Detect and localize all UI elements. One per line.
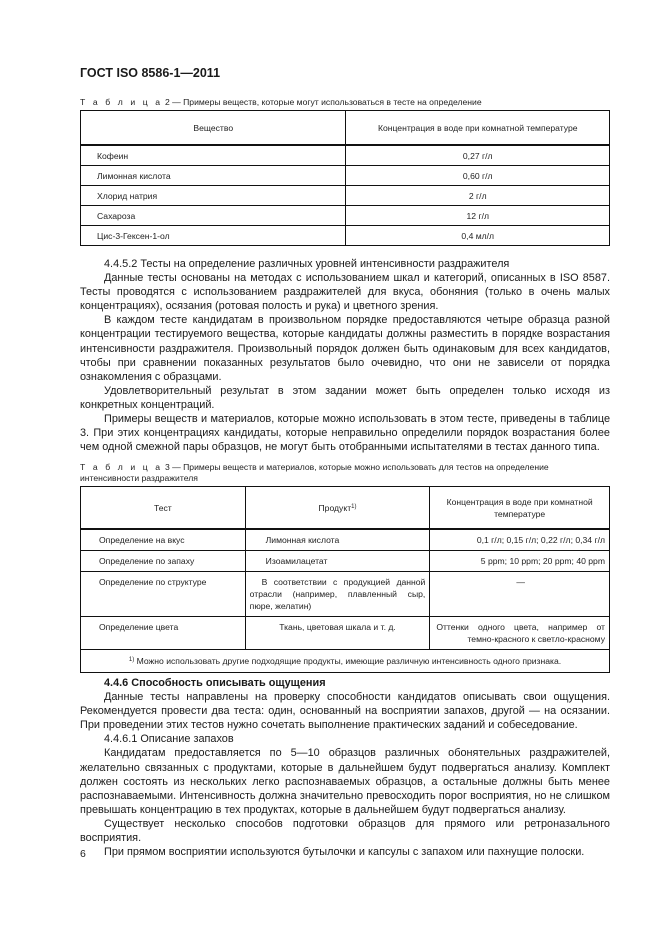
table-row	[81, 166, 610, 186]
section-4452-heading: 4.4.5.2 Тесты на определение различных уровней интенсивности раздражителя	[104, 258, 510, 270]
table3-cell-test: Определение цвета	[81, 617, 246, 650]
table3-footnote-row	[81, 650, 610, 673]
table3-cell-product: Ткань, цветовая шкала и т. д.	[245, 617, 430, 650]
section-446	[80, 676, 610, 859]
table-row	[81, 226, 610, 246]
table3-footnote: $^{1)}$ Можно использовать другие подходящие продукты, имеющие различную интенсивность одного признака.	[81, 650, 610, 673]
table2-caption-prefix: Т а б л и ц а	[80, 97, 163, 107]
table3-cell-concentration: 0,1 г/л; 0,15 г/л; 0,22 г/л; 0,34 г/л	[430, 529, 610, 551]
table3-cell-concentration: Оттенки одного цвета, например от темно-красного к светло-красному	[430, 617, 610, 650]
table3-caption	[80, 462, 610, 484]
table3-col-product: Продукт$^{1)}$	[245, 487, 430, 530]
paragraph: В каждом тесте кандидатам в произвольном порядке предоставляются четыре образца разной концентрации тестируемого вещества, которые кандидаты должны разместить в порядке возрастания интенсивности раздражителя. Произвольный порядок должен быть одинаковым для всех кандидатов, чтобы при сравнении показанных результатов было очевидно, что они не зависели от порядка ознакомления с образцами.	[80, 314, 610, 383]
table3-col-test: Тест	[81, 487, 246, 530]
paragraph: Данные тесты основаны на методах с использованием шкал и категорий, описанных в ISO 8587. Тесты проводятся с использованием раздражителей для вкуса, обоняния (только в очень малых концентрациях), осязания (ротовая полость и рука) и цветного зрения.	[80, 272, 610, 313]
table2-header-row	[81, 111, 610, 146]
table-row	[81, 551, 610, 572]
table3-cell-product: Лимонная кислота	[245, 529, 430, 551]
table2-cell-substance: Цис-3-Гексен-1-ол	[81, 226, 346, 246]
table2	[80, 110, 610, 246]
section-4452	[80, 257, 610, 454]
table2-cell-concentration: 0,27 г/л	[346, 145, 610, 166]
table3-cell-test: Определение по запаху	[81, 551, 246, 572]
table2-cell-concentration: 12 г/л	[346, 206, 610, 226]
table3-cell-product: Изоамилацетат	[245, 551, 430, 572]
table3-cell-product: В соответствии с продукцией данной отрасли (например, плавленный сыр, пюре, желатин)	[245, 572, 430, 617]
document-header: ГОСТ ISO 8586-1—2011	[80, 66, 221, 80]
table2-col-concentration: Концентрация в воде при комнатной температуре	[346, 111, 610, 146]
table3-header-row	[81, 487, 610, 530]
table3-cell-test: Определение на вкус	[81, 529, 246, 551]
table3-cell-concentration: 5 ppm; 10 ppm; 20 ppm; 40 ppm	[430, 551, 610, 572]
table2-cell-substance: Сахароза	[81, 206, 346, 226]
paragraph: Кандидатам предоставляется по 5—10 образцов различных обонятельных раздражителей, желательно связанных с продуктами, которые в дальнейшем будут подвергаться анализу. Комплект должен состоять из нескольких легко распознаваемых образцов, а остальные должны быть менее распознаваемыми. Интенсивность должна значительно превосходить порог восприятия, но не слишком превышать концентрацию в тех продуктах, которые в дальнейшем будут подвергаться анализу.	[80, 747, 610, 816]
footnote-mark: 1)	[351, 504, 357, 510]
table2-cell-substance: Лимонная кислота	[81, 166, 346, 186]
table3-caption-text: 3 — Примеры веществ и материалов, которые можно использовать для тестов на определение интенсивности раздражителя	[80, 462, 549, 483]
table-row	[81, 145, 610, 166]
paragraph: Существует несколько способов подготовки образцов для прямого или ретроназального восприятия.	[80, 817, 610, 845]
paragraph: Удовлетворительный результат в этом задании может быть определен только исходя из конкретных концентраций.	[80, 384, 610, 411]
paragraph: Данные тесты направлены на проверку способности кандидатов описывать свои ощущения. Рекомендуется провести два теста: один, основанный на восприятии запахов, другой — на осязании. При проведении этих тестов нужно сочетать выполнение практических заданий и собеседование.	[80, 691, 610, 732]
table-row	[81, 529, 610, 551]
section-446-heading: 4.4.6 Способность описывать ощущения	[104, 677, 326, 689]
table3	[80, 486, 610, 673]
table2-cell-concentration: 0,60 г/л	[346, 166, 610, 186]
table2-caption-text: 2 — Примеры веществ, которые могут использоваться в тесте на определение	[162, 97, 482, 107]
table3-cell-concentration: —	[430, 572, 610, 617]
page-number: 6	[80, 848, 86, 860]
paragraph: Примеры веществ и материалов, которые можно использовать в этом тесте, приведены в таблице 3. При этих концентрациях кандидаты, которые неправильно определили порядок возрастания более чем одной смежной пары образцов, не могут быть отобранными испытателями в тестах данного типа.	[80, 413, 610, 454]
table2-cell-substance: Кофеин	[81, 145, 346, 166]
table-row	[81, 206, 610, 226]
table2-caption	[80, 97, 482, 108]
section-4461-heading: 4.4.6.1 Описание запахов	[104, 733, 234, 746]
table2-cell-concentration: 2 г/л	[346, 186, 610, 206]
paragraph: При прямом восприятии используются бутылочки и капсулы с запахом или пахнущие полоски.	[104, 846, 585, 859]
footnote-mark: 1)	[128, 657, 135, 663]
table3-caption-prefix: Т а б л и ц а	[80, 462, 163, 472]
table2-cell-concentration: 0,4 мл/л	[346, 226, 610, 246]
table-row	[81, 186, 610, 206]
table-row	[81, 572, 610, 617]
table2-col-substance: Вещество	[81, 111, 346, 146]
table-row	[81, 617, 610, 650]
table3-col-concentration: Концентрация в воде при комнатной температуре	[430, 487, 610, 530]
table2-cell-substance: Хлорид натрия	[81, 186, 346, 206]
table3-cell-test: Определение по структуре	[81, 572, 246, 617]
